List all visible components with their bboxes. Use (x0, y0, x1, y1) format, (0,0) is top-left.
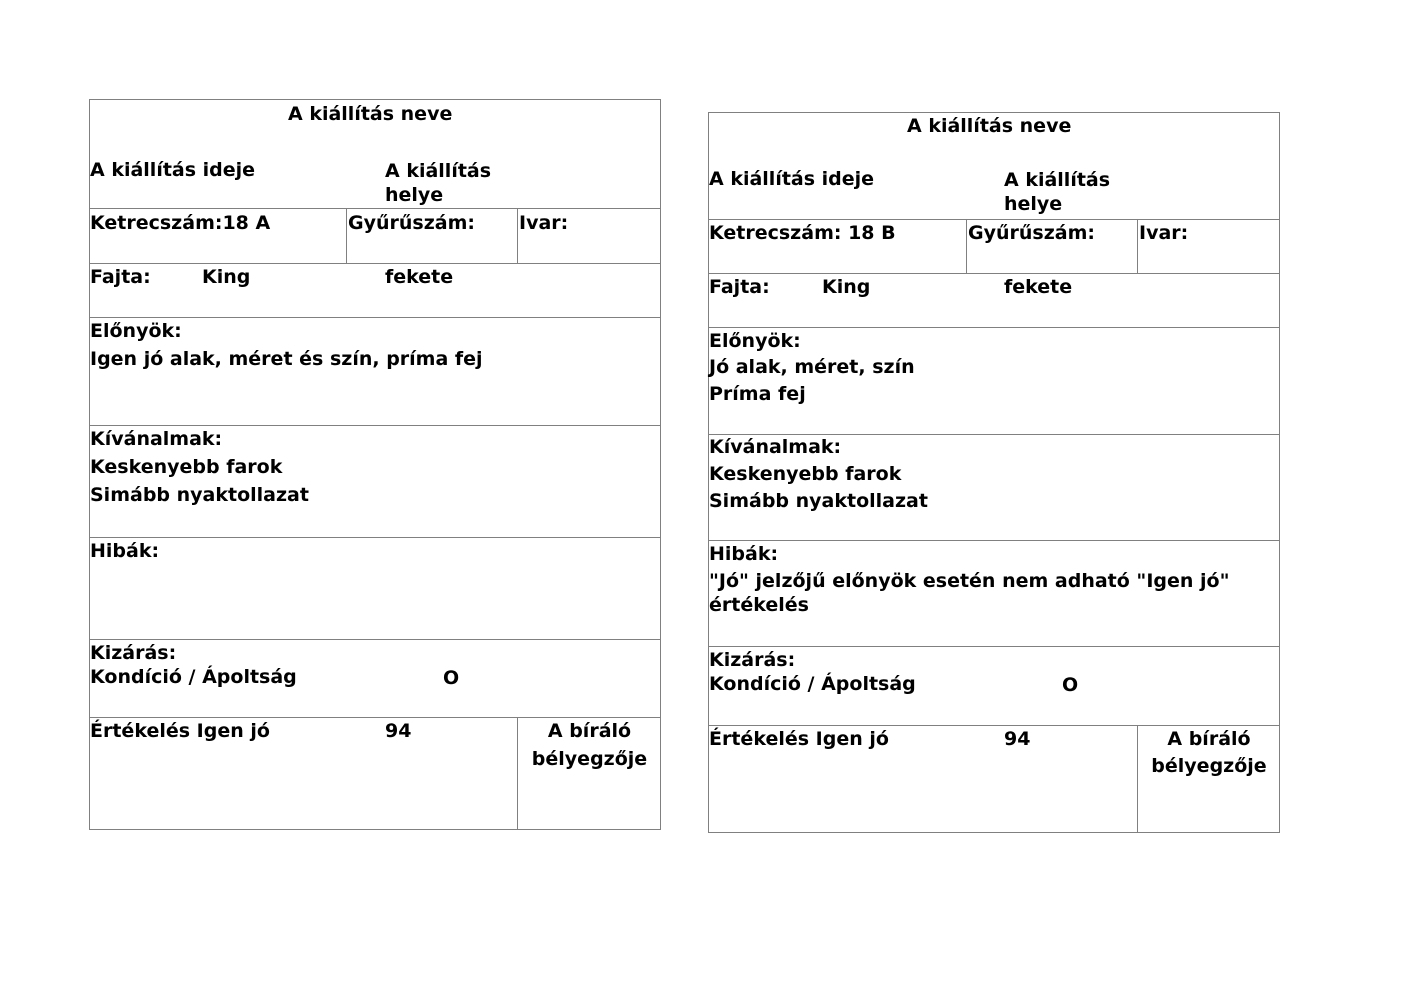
wishes-row (90, 425, 660, 537)
header-row (90, 100, 660, 208)
faults-row (709, 540, 1279, 646)
breed-value: King (202, 266, 251, 288)
header-row (709, 113, 1279, 219)
wishes-line: Simább nyaktollazat (90, 484, 309, 506)
judge-stamp-label: A bíráló (547, 720, 632, 742)
breed-label: Fajta: (709, 276, 770, 298)
exhibition-place-label: A kiállítás (385, 160, 492, 182)
ring-number-label: Gyűrűszám: (968, 222, 1095, 244)
exclusion-label: Kizárás: (90, 642, 177, 664)
breed-label: Fajta: (90, 266, 151, 288)
rating-score: 94 (1004, 728, 1031, 750)
advantages-line: Jó alak, méret, szín (709, 356, 915, 378)
rating-label: Értékelés Igen jó (90, 720, 270, 742)
faults-row (90, 537, 660, 639)
rating-row (709, 725, 1279, 832)
breed-row (709, 273, 1279, 327)
wishes-line: Keskenyebb farok (90, 456, 283, 478)
exhibition-date-label: A kiállítás ideje (709, 168, 875, 190)
condition-label: Kondíció / Ápoltság (90, 666, 297, 688)
wishes-line: Keskenyebb farok (709, 463, 902, 485)
wishes-label: Kívánalmak: (709, 436, 842, 458)
judge-stamp-label-cont: bélyegzője (531, 748, 648, 770)
faults-label: Hibák: (90, 540, 160, 562)
cage-row (90, 208, 660, 263)
sex-label: Ivar: (1139, 222, 1189, 244)
exclusion-label: Kizárás: (709, 649, 796, 671)
judge-stamp-label: A bíráló (1167, 728, 1251, 750)
judge-stamp-label-cont: bélyegzője (1151, 755, 1267, 777)
condition-mark: O (1062, 674, 1079, 696)
ring-number-label: Gyűrűszám: (348, 212, 475, 234)
sex-label: Ivar: (519, 212, 569, 234)
advantages-label: Előnyök: (709, 330, 801, 352)
color-value: fekete (1004, 276, 1073, 298)
rating-score: 94 (385, 720, 412, 742)
wishes-line: Simább nyaktollazat (709, 490, 928, 512)
rating-row (90, 717, 660, 829)
exclusion-row (709, 646, 1279, 725)
faults-line: "Jó" jelzőjű előnyök esetén nem adható "Igen jó" (709, 570, 1230, 592)
exhibition-name-label: A kiállítás neve (288, 103, 453, 125)
evaluation-card-right (708, 112, 1280, 833)
condition-mark: O (443, 667, 460, 689)
advantages-row (709, 327, 1279, 434)
exhibition-place-label-cont: helye (1004, 193, 1063, 215)
exclusion-row (90, 639, 660, 717)
condition-label: Kondíció / Ápoltság (709, 673, 916, 695)
exhibition-name-label: A kiállítás neve (907, 115, 1072, 137)
breed-row (90, 263, 660, 317)
advantages-line: Igen jó alak, méret és szín, príma fej (90, 348, 483, 370)
color-value: fekete (385, 266, 454, 288)
faults-line: értékelés (709, 594, 809, 616)
evaluation-card-left (89, 99, 661, 830)
exhibition-date-label: A kiállítás ideje (90, 159, 256, 181)
cage-number: Ketrecszám: 18 B (709, 222, 896, 244)
wishes-row (709, 434, 1279, 540)
exhibition-place-label-cont: helye (385, 184, 444, 206)
rating-label: Értékelés Igen jó (709, 728, 889, 750)
breed-value: King (822, 276, 871, 298)
exhibition-place-label: A kiállítás (1004, 169, 1111, 191)
cage-number: Ketrecszám:18 A (90, 212, 271, 234)
advantages-row (90, 317, 660, 425)
cage-row (709, 219, 1279, 273)
advantages-label: Előnyök: (90, 320, 182, 342)
wishes-label: Kívánalmak: (90, 428, 223, 450)
advantages-line: Príma fej (709, 383, 806, 405)
faults-label: Hibák: (709, 543, 779, 565)
